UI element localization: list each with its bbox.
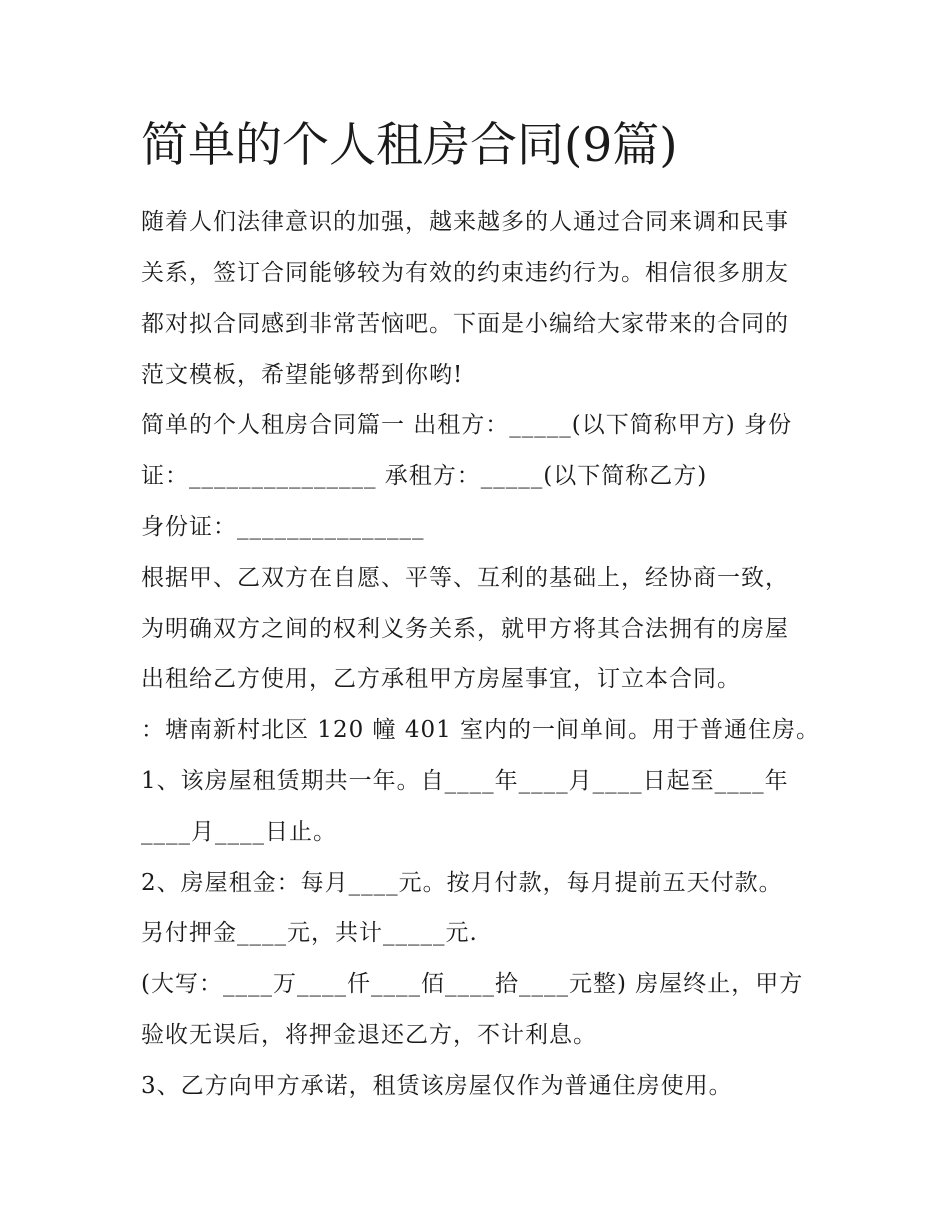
paragraph-line: 简单的个人租房合同篇一 出租方：_____(以下简称甲方) 身份 xyxy=(141,412,793,438)
paragraph-line: (大写：____万____仟____佰____拾____元整) 房屋终止，甲方 xyxy=(141,971,804,997)
paragraph-line: 2、房屋租金：每月____元。按月付款，每月提前五天付款。 xyxy=(141,870,783,896)
paragraph-line: 根据甲、乙双方在自愿、平等、互利的基础上，经协商一致， xyxy=(141,565,789,591)
paragraph-line: 身份证：_______________ xyxy=(141,514,425,540)
paragraph-line: ____月____日止。 xyxy=(141,819,337,845)
paragraph-line: 3、乙方向甲方承诺，租赁该房屋仅作为普通住房使用。 xyxy=(141,1073,733,1099)
paragraph-line: 出租给乙方使用，乙方承租甲方房屋事宜，订立本合同。 xyxy=(141,666,741,692)
paragraph-line: 为明确双方之间的权利义务关系，就甲方将其合法拥有的房屋 xyxy=(141,616,789,642)
paragraph-line: 关系，签订合同能够较为有效的约束违约行为。相信很多朋友 xyxy=(141,260,789,286)
paragraph-line: 另付押金____元，共计_____元. xyxy=(141,920,478,946)
document-title: 简单的个人租房合同(9篇) xyxy=(141,118,678,173)
paragraph-line: 范文模板，希望能够帮到你哟! xyxy=(141,362,464,388)
paragraph-line: 验收无误后，将押金退还乙方，不计利息。 xyxy=(141,1022,597,1048)
paragraph-line: 都对拟合同感到非常苦恼吧。下面是小编给大家带来的合同的 xyxy=(141,311,789,337)
paragraph-line: 证：_______________ 承租方：_____(以下简称乙方) xyxy=(141,463,708,489)
paragraph-line: 随着人们法律意识的加强，越来越多的人通过合同来调和民事 xyxy=(141,209,789,235)
paragraph-line: ：塘南新村北区 120 幢 401 室内的一间单间。用于普通住房。 xyxy=(141,717,821,743)
paragraph-line: 1、该房屋租赁期共一年。自____年____月____日起至____年 xyxy=(141,768,789,794)
